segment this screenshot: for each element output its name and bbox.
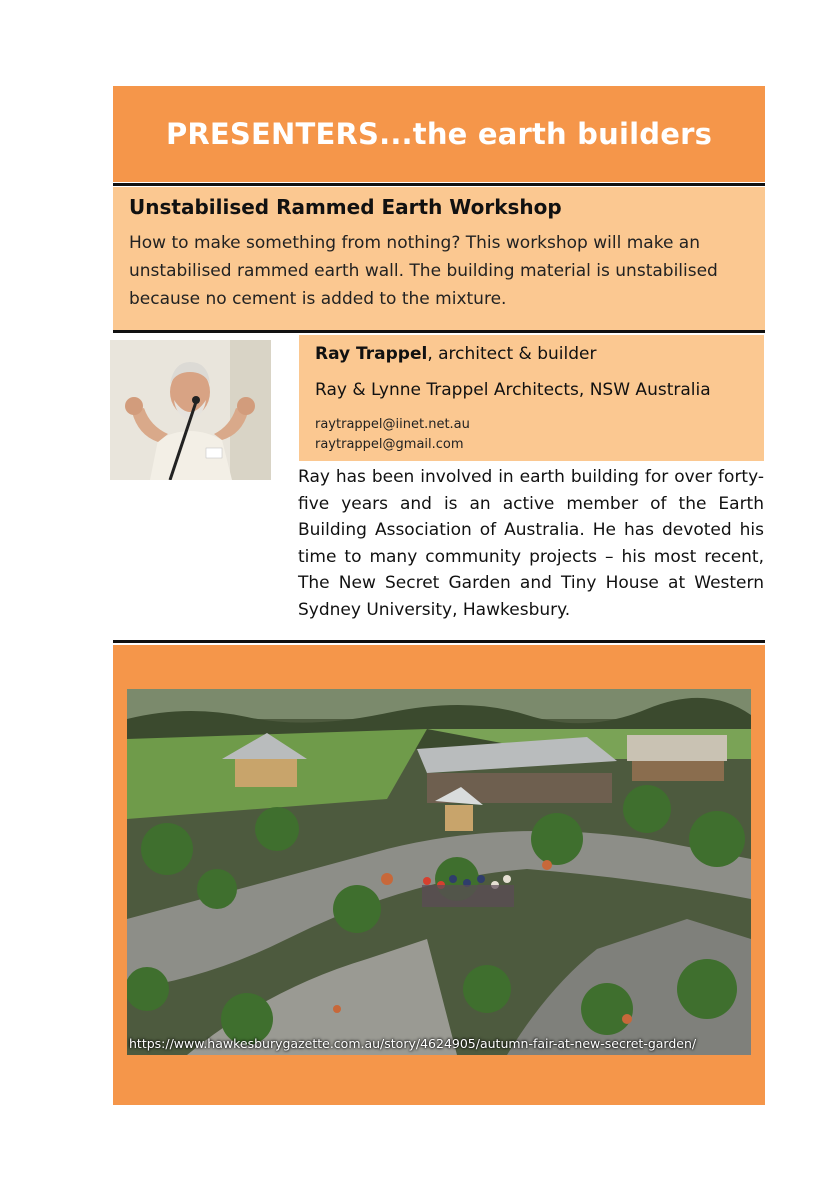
presenter-info [299,335,764,461]
email-link[interactable]: raytrappel@iinet.net.au [315,417,470,432]
presenter-portrait [110,340,271,480]
divider [113,640,765,643]
presenter-name-line [315,343,748,365]
garden-photo [127,689,751,1055]
page-title: PRESENTERS...the earth builders [165,117,713,151]
workshop-section [113,187,765,330]
divider [113,183,765,186]
presenter-name: Ray Trappel [315,344,428,364]
divider [113,330,765,333]
photo-panel [113,645,765,1105]
workshop-title: Unstabilised Rammed Earth Workshop [129,195,562,219]
presenter-bio: Ray has been involved in earth building for over forty-five years and is an active member of the Earth Building Association of Australia. He has devoted his time to many community projects – his most recent, The New Secret Garden and Tiny House at Western Sydney University, Hawkesbury. [298,467,764,620]
header-band [113,86,765,182]
presenter-organisation: Ray & Lynne Trappel Architects, NSW Australia [315,380,711,400]
photo-source-link[interactable]: https://www.hawkesburygazette.com.au/story/4624905/autumn-fair-at-new-secret-garden/ [129,1036,697,1051]
workshop-description: How to make something from nothing? This workshop will make an unstabilised rammed earth wall. The building material is unstabilised because no cement is added to the mixture. [129,233,718,309]
presenter-role: , architect & builder [427,344,597,364]
email-link[interactable]: raytrappel@gmail.com [315,437,464,452]
